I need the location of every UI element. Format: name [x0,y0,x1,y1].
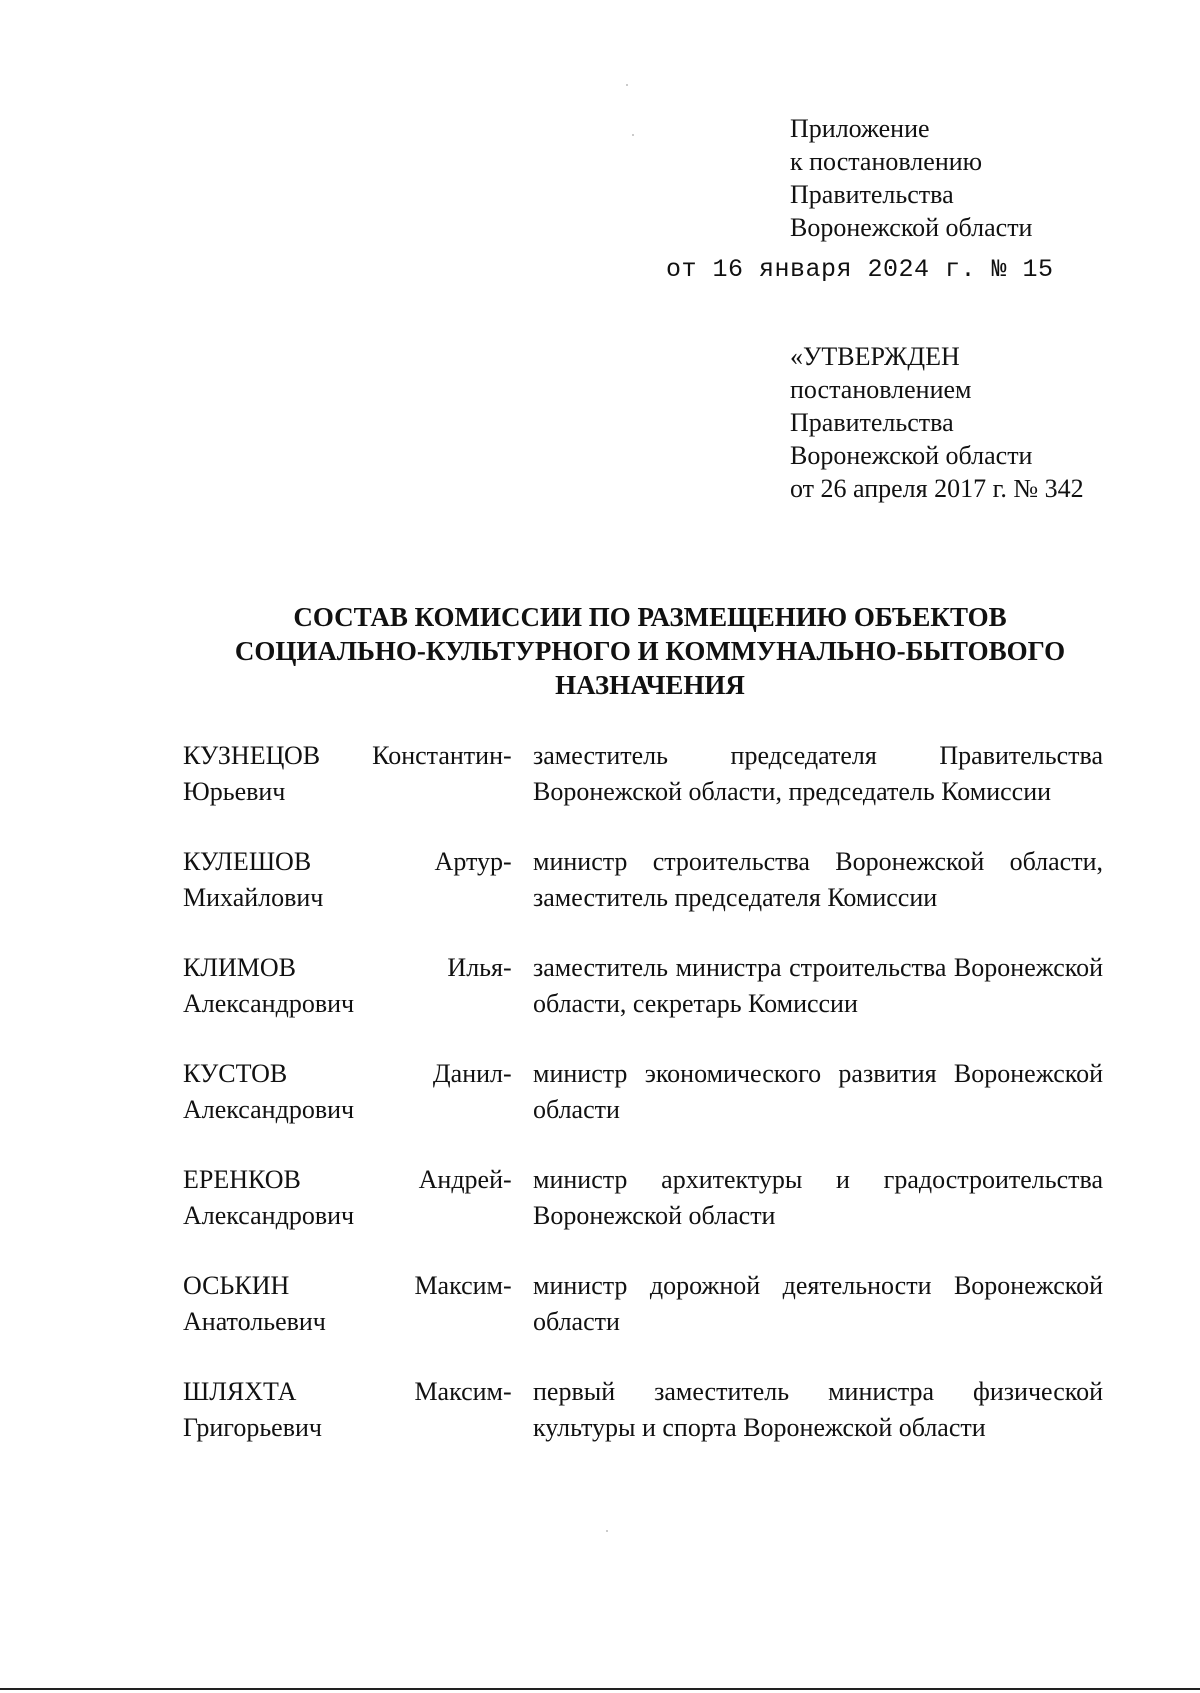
member-first-name: Артур [434,847,503,876]
approval-line: Правительства [790,408,954,437]
member-first-name: Андрей [418,1165,503,1194]
member-surname: КЛИМОВ [183,953,296,982]
document-title [150,600,1150,702]
title-line: СОСТАВ КОМИССИИ ПО РАЗМЕЩЕНИЮ ОБЪЕКТОВ [293,602,1007,632]
member-dash: - [503,847,512,876]
member-entry [183,1268,1103,1374]
approval-line: Воронежской области [790,441,1033,470]
scan-edge-line [0,1688,1200,1690]
member-dash: - [503,1377,512,1406]
scan-speck [632,134,634,136]
member-position: заместитель председателя Правительства Воронежской области, председатель Комиссии [533,741,1103,806]
member-position: министр строительства Воронежской области, заместитель председателя Комиссии [533,847,1103,912]
member-patronymic: Григорьевич [183,1413,322,1442]
member-dash: - [503,1271,512,1300]
member-name [183,1374,503,1446]
member-name [183,1056,503,1128]
member-surname: КУЗНЕЦОВ [183,741,321,770]
appendix-line: Приложение [790,114,930,143]
member-entry [183,738,1103,844]
approval-stamp [790,340,1084,505]
member-first-name: Илья [447,953,503,982]
appendix-line: Правительства [790,180,954,209]
member-dash: - [503,1059,512,1088]
member-name [183,1268,503,1340]
member-patronymic: Юрьевич [183,777,286,806]
member-name [183,844,503,916]
approval-line: «УТВЕРЖДЕН [790,342,960,371]
member-entry [183,1374,1103,1480]
member-surname: ШЛЯХТА [183,1377,297,1406]
appendix-line: к постановлению [790,147,983,176]
member-entry [183,844,1103,950]
member-entry [183,950,1103,1056]
member-surname: КУЛЕШОВ [183,847,312,876]
member-patronymic: Анатольевич [183,1307,326,1336]
member-first-name: Максим [414,1271,503,1300]
member-position: министр дорожной деятельности Воронежской области [533,1271,1103,1336]
order-date-number: от 16 января 2024 г. № 15 [666,255,1054,284]
member-entry [183,1056,1103,1162]
member-position: заместитель министра строительства Воронежской области, секретарь Комиссии [533,953,1103,1018]
member-name [183,738,503,810]
member-first-name: Данил [432,1059,503,1088]
scan-speck [626,84,628,86]
title-line: СОЦИАЛЬНО-КУЛЬТУРНОГО И КОММУНАЛЬНО-БЫТОВОГО [234,636,1066,666]
member-position: министр экономического развития Воронежской области [533,1059,1103,1124]
member-position: первый заместитель министра физической культуры и спорта Воронежской области [533,1377,1103,1442]
member-first-name: Максим [414,1377,503,1406]
title-line: НАЗНАЧЕНИЯ [555,670,745,700]
member-name [183,950,503,1022]
member-position: министр архитектуры и градостроительства Воронежской области [533,1165,1103,1230]
member-surname: ЕРЕНКОВ [183,1165,301,1194]
member-patronymic: Александрович [183,989,355,1018]
member-surname: ОСЬКИН [183,1271,290,1300]
scan-speck [606,1530,608,1532]
members-list [183,738,1103,1480]
approval-line: от 26 апреля 2017 г. № 342 [790,474,1084,503]
member-surname: КУСТОВ [183,1059,288,1088]
approval-line: постановлением [790,375,972,404]
member-name [183,1162,503,1234]
member-patronymic: Александрович [183,1201,355,1230]
appendix-header [790,112,1032,244]
appendix-line: Воронежской области [790,213,1033,242]
member-entry [183,1162,1103,1268]
member-patronymic: Александрович [183,1095,355,1124]
member-dash: - [503,1165,512,1194]
member-dash: - [503,741,512,770]
member-first-name: Константин [372,741,503,770]
member-dash: - [503,953,512,982]
member-patronymic: Михайлович [183,883,324,912]
